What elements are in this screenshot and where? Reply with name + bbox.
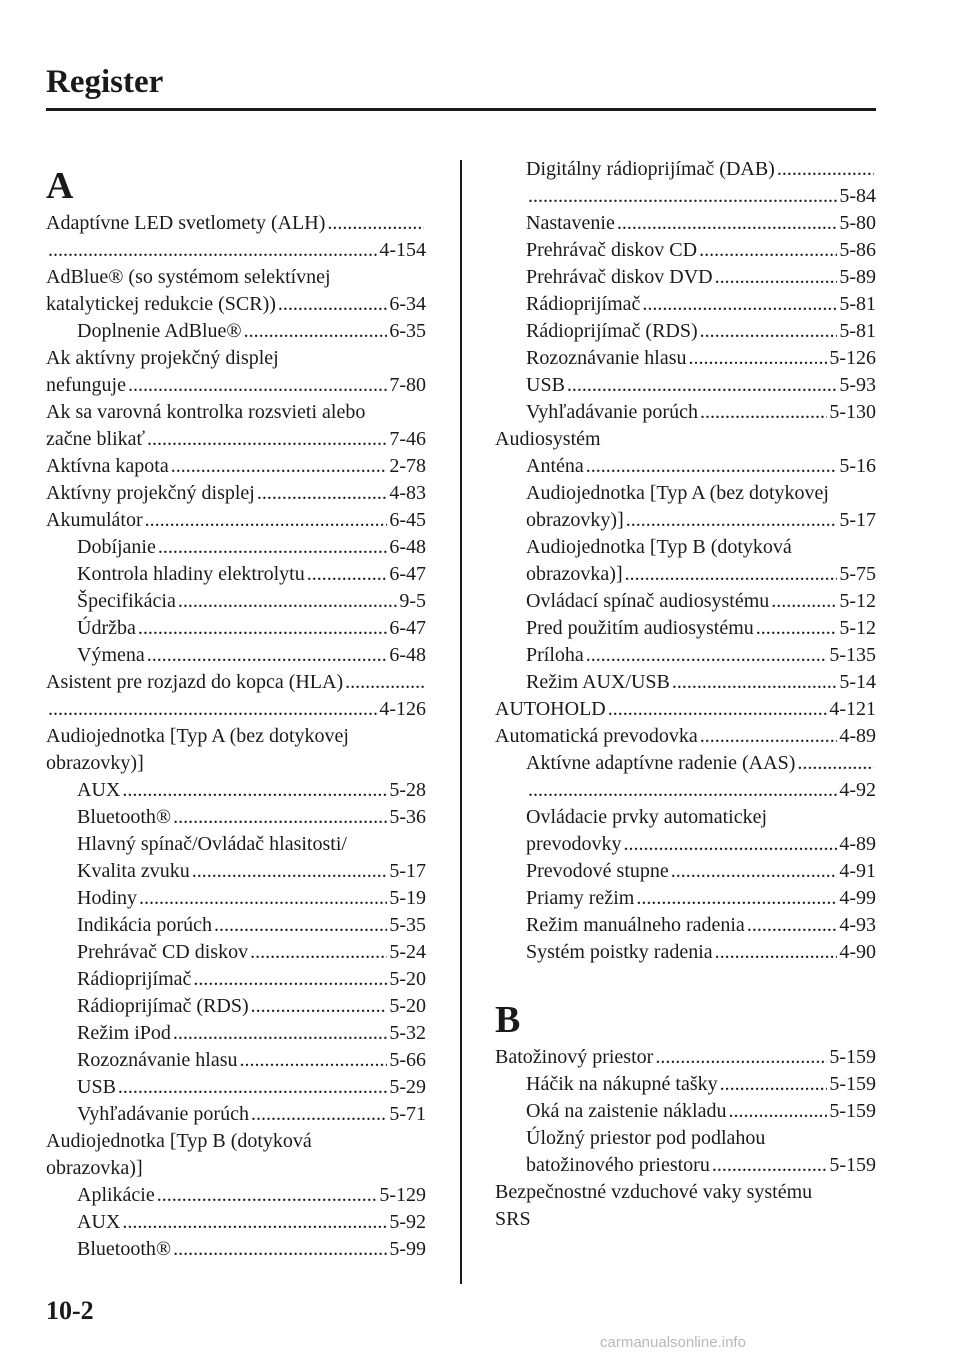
index-entry-term: Bluetooth® xyxy=(77,1238,172,1260)
dot-leader xyxy=(250,939,387,966)
index-entry-term: Automatická prevodovka xyxy=(495,725,698,747)
index-entry xyxy=(46,210,426,237)
index-entry-page: 5-32 xyxy=(389,1022,426,1044)
index-entry-page: 5-36 xyxy=(389,806,426,828)
index-entry-term: Audiojednotka [Typ A (bez dotykovej xyxy=(526,482,829,504)
index-entry xyxy=(495,1071,876,1098)
index-entry xyxy=(495,669,876,696)
dot-leader xyxy=(147,426,387,453)
index-entry-page: 5-81 xyxy=(839,320,876,342)
dot-leader xyxy=(240,1047,388,1074)
index-entry-term: nefunguje xyxy=(46,374,126,396)
index-entry xyxy=(495,480,876,507)
dot-leader xyxy=(173,1236,387,1263)
index-entry xyxy=(46,1101,426,1128)
index-entry-term: Rozoznávanie hlasu xyxy=(77,1049,238,1071)
index-entry xyxy=(46,426,426,453)
index-entry-term: batožinového priestoru xyxy=(526,1154,710,1176)
index-entry-page: 6-34 xyxy=(389,293,426,315)
dot-leader xyxy=(624,831,838,858)
page-header-title: Register xyxy=(46,64,164,100)
index-entry-page: 4-92 xyxy=(839,779,876,801)
index-entry-term: Hlavný spínač/Ovládač hlasitosti/ xyxy=(77,833,347,855)
dot-leader xyxy=(528,777,837,804)
index-entry-page: 5-28 xyxy=(389,779,426,801)
index-entry-page: 5-35 xyxy=(389,914,426,936)
index-entry xyxy=(46,237,426,264)
index-entry-term: Kvalita zvuku xyxy=(77,860,190,882)
dot-leader xyxy=(138,615,387,642)
dot-leader xyxy=(625,561,838,588)
dot-leader xyxy=(712,1152,827,1179)
index-entry xyxy=(495,750,876,777)
index-entry-page: 5-12 xyxy=(839,617,876,639)
index-entry xyxy=(495,1152,876,1179)
dot-leader xyxy=(122,777,387,804)
index-entry-term: začne blikať xyxy=(46,428,146,450)
index-entry-page: 6-35 xyxy=(389,320,426,342)
index-entry-page: 5-86 xyxy=(839,239,876,261)
dot-leader xyxy=(797,750,874,777)
index-entry-page: 5-81 xyxy=(839,293,876,315)
index-entry xyxy=(46,858,426,885)
dot-leader xyxy=(278,291,387,318)
dot-leader xyxy=(672,669,837,696)
index-entry xyxy=(46,1155,426,1182)
index-entry xyxy=(46,723,426,750)
index-entry-term: AUX xyxy=(77,1211,121,1233)
index-entry-page: 4-121 xyxy=(829,698,876,720)
index-entry-term: Príloha xyxy=(526,644,584,666)
index-entry xyxy=(46,345,426,372)
index-entry xyxy=(495,291,876,318)
index-entry xyxy=(46,1074,426,1101)
dot-leader xyxy=(118,1074,387,1101)
index-entry-term: prevodovky xyxy=(526,833,622,855)
index-entry-page: 5-99 xyxy=(389,1238,426,1260)
index-entry xyxy=(46,750,426,777)
index-entry xyxy=(495,534,876,561)
index-entry xyxy=(495,588,876,615)
index-entry-page: 5-17 xyxy=(839,509,876,531)
index-entry xyxy=(46,1047,426,1074)
dot-leader xyxy=(747,912,838,939)
index-entry xyxy=(495,885,876,912)
index-entry xyxy=(46,561,426,588)
dot-leader xyxy=(720,1071,828,1098)
column-divider xyxy=(460,160,462,1284)
index-entry xyxy=(495,858,876,885)
index-entry xyxy=(495,453,876,480)
index-entry-term: Aktívne adaptívne radenie (AAS) xyxy=(526,752,796,774)
dot-leader xyxy=(48,237,377,264)
dot-leader xyxy=(700,399,827,426)
index-entry-term: Audiojednotka [Typ B (dotyková xyxy=(46,1130,312,1152)
index-entry xyxy=(495,237,876,264)
index-entry-term: Režim iPod xyxy=(77,1022,171,1044)
index-entry xyxy=(46,804,426,831)
index-entry xyxy=(46,291,426,318)
dot-leader xyxy=(586,453,838,480)
index-entry-page: 4-89 xyxy=(839,833,876,855)
index-entry-term: Rádioprijímač (RDS) xyxy=(77,995,249,1017)
dot-leader xyxy=(122,1209,387,1236)
index-entry-term: Systém poistky radenia xyxy=(526,941,713,963)
index-entry-page: 5-84 xyxy=(839,185,876,207)
index-entry-term: Prevodové stupne xyxy=(526,860,669,882)
index-entry-page: 4-91 xyxy=(839,860,876,882)
index-entry-page: 5-14 xyxy=(839,671,876,693)
index-entry xyxy=(495,372,876,399)
index-entry-term: Audiosystém xyxy=(495,428,601,450)
index-entry-term: Priamy režim xyxy=(526,887,635,909)
index-entry-page: 5-159 xyxy=(829,1046,876,1068)
index-entry xyxy=(46,1128,426,1155)
dot-leader xyxy=(214,912,387,939)
index-entry-page: 5-126 xyxy=(829,347,876,369)
index-entry-term: Indikácia porúch xyxy=(77,914,212,936)
index-entry-page: 5-159 xyxy=(829,1073,876,1095)
index-entry-term: Asistent pre rozjazd do kopca (HLA) xyxy=(46,671,344,693)
index-entry xyxy=(46,1182,426,1209)
index-entry-term: Rozoznávanie hlasu xyxy=(526,347,687,369)
dot-leader xyxy=(771,588,837,615)
index-entry-page: 6-48 xyxy=(389,644,426,666)
index-entry xyxy=(495,1125,876,1152)
index-entry-term: obrazovka)] xyxy=(526,563,623,585)
index-column-left xyxy=(46,162,426,1263)
index-entry-term: obrazovky)] xyxy=(526,509,624,531)
index-entry-term: Kontrola hladiny elektrolytu xyxy=(77,563,305,585)
index-entry-term: Ak sa varovná kontrolka rozsvieti alebo xyxy=(46,401,366,423)
index-entry xyxy=(46,372,426,399)
index-entry xyxy=(495,939,876,966)
index-entry-page: 5-71 xyxy=(389,1103,426,1125)
index-entry xyxy=(495,1098,876,1125)
header-rule xyxy=(46,108,876,111)
index-letter-b: B xyxy=(495,999,521,1041)
dot-leader xyxy=(244,318,388,345)
index-entry-term: Dobíjanie xyxy=(77,536,156,558)
index-entry-page: 5-19 xyxy=(389,887,426,909)
index-entry-page: 5-80 xyxy=(839,212,876,234)
index-entry xyxy=(46,696,426,723)
dot-leader xyxy=(655,1044,827,1071)
index-entry xyxy=(495,318,876,345)
index-entry xyxy=(46,507,426,534)
dot-leader xyxy=(636,885,837,912)
index-entry-term: Aktívna kapota xyxy=(46,455,169,477)
index-entry-term: Prehrávač CD diskov xyxy=(77,941,249,963)
index-entry-page: 5-135 xyxy=(829,644,876,666)
dot-leader xyxy=(173,1020,387,1047)
index-entry xyxy=(46,831,426,858)
index-entry-page: 4-83 xyxy=(389,482,426,504)
index-entry-term: obrazovky)] xyxy=(46,752,144,774)
index-entry-term: USB xyxy=(77,1076,116,1098)
index-entry-term: Audiojednotka [Typ B (dotyková xyxy=(526,536,792,558)
index-entry-page: 2-78 xyxy=(389,455,426,477)
index-entry-page: 4-89 xyxy=(839,725,876,747)
dot-leader xyxy=(157,1182,378,1209)
index-entry-page: 7-80 xyxy=(389,374,426,396)
index-entry xyxy=(46,642,426,669)
index-entry-term: Režim AUX/USB xyxy=(526,671,670,693)
index-entry-term: Adaptívne LED svetlomety (ALH) xyxy=(46,212,326,234)
index-entry-term: USB xyxy=(526,374,565,396)
dot-leader xyxy=(345,669,424,696)
index-entry-page: 5-29 xyxy=(389,1076,426,1098)
index-entry-page: 5-129 xyxy=(379,1184,426,1206)
dot-leader xyxy=(257,480,387,507)
index-entry xyxy=(46,885,426,912)
index-entry-page: 4-90 xyxy=(839,941,876,963)
index-entry-term: Režim manuálneho radenia xyxy=(526,914,745,936)
index-entry xyxy=(46,399,426,426)
index-entry-term: Oká na zaistenie nákladu xyxy=(526,1100,727,1122)
dot-leader xyxy=(699,237,837,264)
index-entry-page: 6-47 xyxy=(389,617,426,639)
index-entry xyxy=(495,561,876,588)
index-entry-term: Prehrávač diskov CD xyxy=(526,239,698,261)
dot-leader xyxy=(193,966,387,993)
index-entry xyxy=(46,777,426,804)
index-entry-term: Ak aktívny projekčný displej xyxy=(46,347,279,369)
index-entry-term: Výmena xyxy=(77,644,145,666)
index-entry xyxy=(495,723,876,750)
index-entry xyxy=(495,615,876,642)
index-entry-term: Vyhľadávanie porúch xyxy=(77,1103,249,1125)
dot-leader xyxy=(700,723,838,750)
index-entry-page: 4-99 xyxy=(839,887,876,909)
index-entry xyxy=(46,912,426,939)
index-entry-page: 4-126 xyxy=(379,698,426,720)
index-letter-a: A xyxy=(46,165,74,207)
index-entry xyxy=(495,399,876,426)
index-entry-page: 5-12 xyxy=(839,590,876,612)
index-entry xyxy=(495,804,876,831)
index-entry-term: Rádioprijímač xyxy=(77,968,192,990)
index-entry-page: 5-89 xyxy=(839,266,876,288)
index-entry-term: Vyhľadávanie porúch xyxy=(526,401,698,423)
index-entry xyxy=(46,1020,426,1047)
index-entry xyxy=(46,966,426,993)
dot-leader xyxy=(671,858,838,885)
dot-leader xyxy=(715,939,838,966)
index-entry xyxy=(495,264,876,291)
dot-leader xyxy=(158,534,387,561)
index-entry xyxy=(495,1179,876,1206)
index-entry-term: katalytickej redukcie (SCR)) xyxy=(46,293,276,315)
index-entry-page: 9-5 xyxy=(399,590,426,612)
index-entry-term: Akumulátor xyxy=(46,509,143,531)
index-entry-term: Hodiny xyxy=(77,887,137,909)
dot-leader xyxy=(700,318,838,345)
index-entry xyxy=(495,210,876,237)
index-entry-page: 5-159 xyxy=(829,1154,876,1176)
index-entry-term: Ovládací spínač audiosystému xyxy=(526,590,770,612)
index-entry-term: Aplikácie xyxy=(77,1184,155,1206)
index-entry-term: Špecifikácia xyxy=(77,590,176,612)
index-list-right-b xyxy=(495,1044,876,1233)
index-entry xyxy=(495,183,876,210)
dot-leader xyxy=(689,345,828,372)
index-entry-term: AUTOHOLD xyxy=(495,698,606,720)
dot-leader xyxy=(642,291,837,318)
index-entry-page: 5-93 xyxy=(839,374,876,396)
index-entry-term: Rádioprijímač xyxy=(526,293,641,315)
index-entry xyxy=(495,642,876,669)
index-entry-term: Nastavenie xyxy=(526,212,615,234)
index-entry xyxy=(495,831,876,858)
index-entry xyxy=(495,507,876,534)
index-entry xyxy=(46,588,426,615)
index-entry-term: Úložný priestor pod podlahou xyxy=(526,1127,766,1149)
dot-leader xyxy=(586,642,828,669)
watermark: carmanualsonline.info xyxy=(600,1334,746,1351)
dot-leader xyxy=(251,993,388,1020)
section-gap xyxy=(495,966,876,986)
index-entry-term: Bezpečnostné vzduchové vaky systému xyxy=(495,1181,813,1203)
index-column-right xyxy=(495,156,876,1233)
index-entry-term: obrazovka)] xyxy=(46,1157,143,1179)
dot-leader xyxy=(145,507,388,534)
dot-leader xyxy=(327,210,424,237)
index-entry-page: 5-66 xyxy=(389,1049,426,1071)
dot-leader xyxy=(139,885,387,912)
dot-leader xyxy=(528,183,837,210)
dot-leader xyxy=(715,264,838,291)
dot-leader xyxy=(617,210,837,237)
dot-leader xyxy=(777,156,874,183)
index-entry xyxy=(495,426,876,453)
index-entry xyxy=(46,264,426,291)
dot-leader xyxy=(178,588,397,615)
dot-leader xyxy=(608,696,828,723)
dot-leader xyxy=(728,1098,827,1125)
dot-leader xyxy=(567,372,837,399)
index-entry xyxy=(495,696,876,723)
index-entry xyxy=(46,480,426,507)
index-entry xyxy=(46,1209,426,1236)
index-entry xyxy=(495,912,876,939)
index-entry xyxy=(495,777,876,804)
index-entry xyxy=(46,534,426,561)
index-list-right-a xyxy=(495,156,876,966)
index-entry xyxy=(46,993,426,1020)
dot-leader xyxy=(756,615,838,642)
index-entry-term: Prehrávač diskov DVD xyxy=(526,266,713,288)
index-entry-term: Bluetooth® xyxy=(77,806,172,828)
index-entry-term: Digitálny rádioprijímač (DAB) xyxy=(526,158,775,180)
index-entry xyxy=(46,1236,426,1263)
page-number: 10-2 xyxy=(46,1296,94,1325)
dot-leader xyxy=(147,642,388,669)
index-entry-page: 5-92 xyxy=(389,1211,426,1233)
index-entry-page: 4-154 xyxy=(379,239,426,261)
dot-leader xyxy=(626,507,838,534)
index-entry xyxy=(46,453,426,480)
index-entry-page: 6-45 xyxy=(389,509,426,531)
index-entry-term: AUX xyxy=(77,779,121,801)
index-entry xyxy=(46,318,426,345)
index-entry-term: Rádioprijímač (RDS) xyxy=(526,320,698,342)
index-list-left xyxy=(46,210,426,1263)
index-entry-page: 5-75 xyxy=(839,563,876,585)
index-entry-term: SRS xyxy=(495,1208,531,1230)
index-entry-term: Ovládacie prvky automatickej xyxy=(526,806,768,828)
index-entry-term: Údržba xyxy=(77,617,136,639)
index-entry xyxy=(495,1206,876,1233)
index-entry-term: Audiojednotka [Typ A (bez dotykovej xyxy=(46,725,349,747)
index-entry-term: Doplnenie AdBlue® xyxy=(77,320,242,342)
dot-leader xyxy=(171,453,388,480)
index-entry-page: 5-24 xyxy=(389,941,426,963)
index-entry xyxy=(46,669,426,696)
index-entry xyxy=(495,1044,876,1071)
index-entry-term: Anténa xyxy=(526,455,584,477)
index-entry-page: 5-20 xyxy=(389,995,426,1017)
dot-leader xyxy=(173,804,387,831)
index-entry-term: Háčik na nákupné tašky xyxy=(526,1073,718,1095)
index-entry-page: 7-46 xyxy=(389,428,426,450)
index-entry-page: 6-48 xyxy=(389,536,426,558)
index-entry-page: 5-17 xyxy=(389,860,426,882)
index-entry-page: 5-20 xyxy=(389,968,426,990)
index-entry-term: Aktívny projekčný displej xyxy=(46,482,255,504)
dot-leader xyxy=(128,372,387,399)
index-entry xyxy=(46,939,426,966)
index-entry-page: 5-159 xyxy=(829,1100,876,1122)
index-entry xyxy=(495,345,876,372)
index-entry xyxy=(46,615,426,642)
index-entry-term: Batožinový priestor xyxy=(495,1046,654,1068)
index-entry-page: 5-16 xyxy=(839,455,876,477)
dot-leader xyxy=(48,696,377,723)
dot-leader xyxy=(192,858,388,885)
index-entry-page: 5-130 xyxy=(829,401,876,423)
dot-leader xyxy=(307,561,388,588)
index-entry-page: 4-93 xyxy=(839,914,876,936)
index-entry-page: 6-47 xyxy=(389,563,426,585)
index-entry-term: Pred použitím audiosystému xyxy=(526,617,754,639)
dot-leader xyxy=(251,1101,387,1128)
index-entry-term: AdBlue® (so systémom selektívnej xyxy=(46,266,331,288)
index-entry xyxy=(495,156,876,183)
